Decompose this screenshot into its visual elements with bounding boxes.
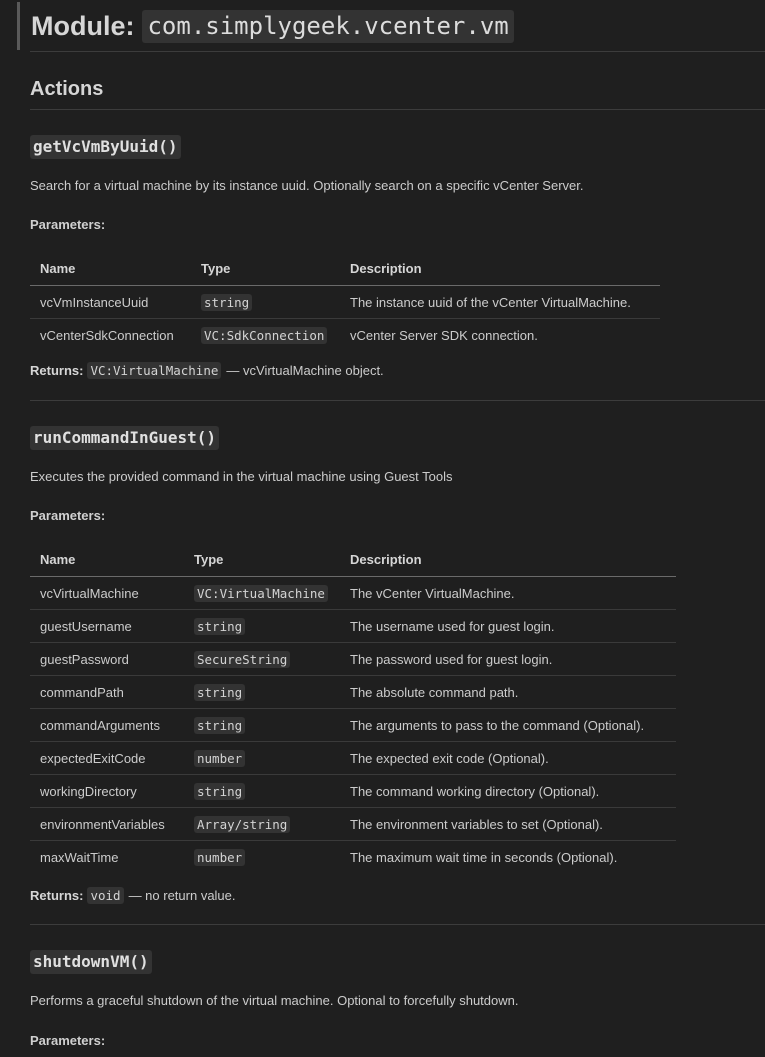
column-header-type: Type	[184, 542, 340, 577]
parameters-table	[30, 251, 660, 351]
param-type	[184, 742, 340, 775]
table-header-row	[30, 542, 676, 577]
column-header-type: Type	[191, 251, 340, 286]
table-row	[30, 643, 676, 676]
returns-type-code: VC:VirtualMachine	[87, 362, 221, 379]
action-name-getvcvmbyuuid: getVcVmByUuid()	[30, 135, 181, 159]
returns-description: — no return value.	[128, 888, 236, 903]
param-type-code: string	[194, 684, 245, 701]
param-description: The username used for guest login.	[340, 610, 676, 643]
param-description: The vCenter VirtualMachine.	[340, 577, 676, 610]
param-name: guestPassword	[30, 643, 184, 676]
section-heading-actions: Actions	[30, 78, 104, 100]
param-description: The command working directory (Optional).	[340, 775, 676, 808]
table-header-row	[30, 251, 660, 286]
param-type	[184, 841, 340, 874]
param-type-code: SecureString	[194, 651, 290, 668]
param-description: The instance uuid of the vCenter VirtualMachine.	[340, 286, 660, 319]
param-type-code: VC:VirtualMachine	[194, 585, 328, 602]
table-row	[30, 319, 660, 352]
param-type-code: string	[194, 717, 245, 734]
param-description: The arguments to pass to the command (Optional).	[340, 709, 676, 742]
section-divider	[30, 109, 765, 110]
param-description: The expected exit code (Optional).	[340, 742, 676, 775]
returns-line	[30, 362, 384, 379]
parameters-label: Parameters:	[30, 508, 106, 523]
param-type-code: number	[194, 750, 245, 767]
param-type	[184, 577, 340, 610]
module-name-code: com.simplygeek.vcenter.vm	[142, 10, 513, 43]
column-header-description: Description	[340, 251, 660, 286]
table-row	[30, 841, 676, 874]
param-type	[191, 319, 340, 352]
parameters-label: Parameters:	[30, 1033, 106, 1048]
param-description: The maximum wait time in seconds (Optional).	[350, 849, 618, 865]
table-row	[30, 808, 676, 841]
param-name: workingDirectory	[30, 775, 184, 808]
param-description: The absolute command path.	[340, 676, 676, 709]
action-description: Performs a graceful shutdown of the virtual machine. Optional to forcefully shutdown.	[30, 993, 519, 1008]
column-header-name: Name	[30, 542, 184, 577]
returns-line	[30, 887, 236, 904]
parameters-table	[30, 542, 676, 873]
param-name: environmentVariables	[30, 808, 184, 841]
param-type	[184, 676, 340, 709]
param-name: maxWaitTime	[40, 849, 119, 865]
returns-label: Returns:	[30, 888, 84, 903]
param-name: expectedExitCode	[30, 742, 184, 775]
param-type-code: string	[194, 783, 245, 800]
table-row	[30, 742, 676, 775]
module-title	[17, 2, 514, 50]
param-type	[184, 775, 340, 808]
param-type	[184, 610, 340, 643]
param-name: vcVmInstanceUuid	[30, 286, 191, 319]
table-row	[30, 286, 660, 319]
table-row	[30, 709, 676, 742]
param-description: vCenter Server SDK connection.	[350, 327, 538, 343]
param-type-code: string	[194, 618, 245, 635]
action-name-runcommandinguest: runCommandInGuest()	[30, 426, 219, 450]
param-name: vcVirtualMachine	[30, 577, 184, 610]
table-row	[30, 610, 676, 643]
action-divider	[30, 400, 765, 401]
param-type-code: number	[194, 849, 245, 866]
param-name: vCenterSdkConnection	[40, 327, 174, 343]
param-name: guestUsername	[30, 610, 184, 643]
param-name: commandArguments	[30, 709, 184, 742]
param-type-code: string	[201, 294, 252, 311]
param-type-code: Array/string	[194, 816, 290, 833]
param-name: commandPath	[30, 676, 184, 709]
column-header-description: Description	[340, 542, 676, 577]
returns-type-code: void	[87, 887, 123, 904]
action-description: Executes the provided command in the virtual machine using Guest Tools	[30, 469, 453, 484]
param-description: The environment variables to set (Optional).	[340, 808, 676, 841]
returns-label: Returns:	[30, 363, 84, 378]
param-description: The password used for guest login.	[340, 643, 676, 676]
param-type	[191, 286, 340, 319]
title-divider	[30, 51, 765, 52]
table-row	[30, 577, 676, 610]
action-name-shutdownvm: shutdownVM()	[30, 950, 152, 974]
module-title-prefix: Module:	[31, 10, 135, 41]
param-type-code: VC:SdkConnection	[201, 327, 327, 344]
action-description: Search for a virtual machine by its instance uuid. Optionally search on a specific vCenter Server.	[30, 178, 584, 193]
param-type	[184, 643, 340, 676]
table-row	[30, 676, 676, 709]
action-divider	[30, 924, 765, 925]
param-type	[184, 709, 340, 742]
table-row	[30, 775, 676, 808]
parameters-label: Parameters:	[30, 217, 106, 232]
returns-description: — vcVirtualMachine object.	[226, 363, 384, 378]
column-header-name: Name	[30, 251, 191, 286]
param-type	[184, 808, 340, 841]
